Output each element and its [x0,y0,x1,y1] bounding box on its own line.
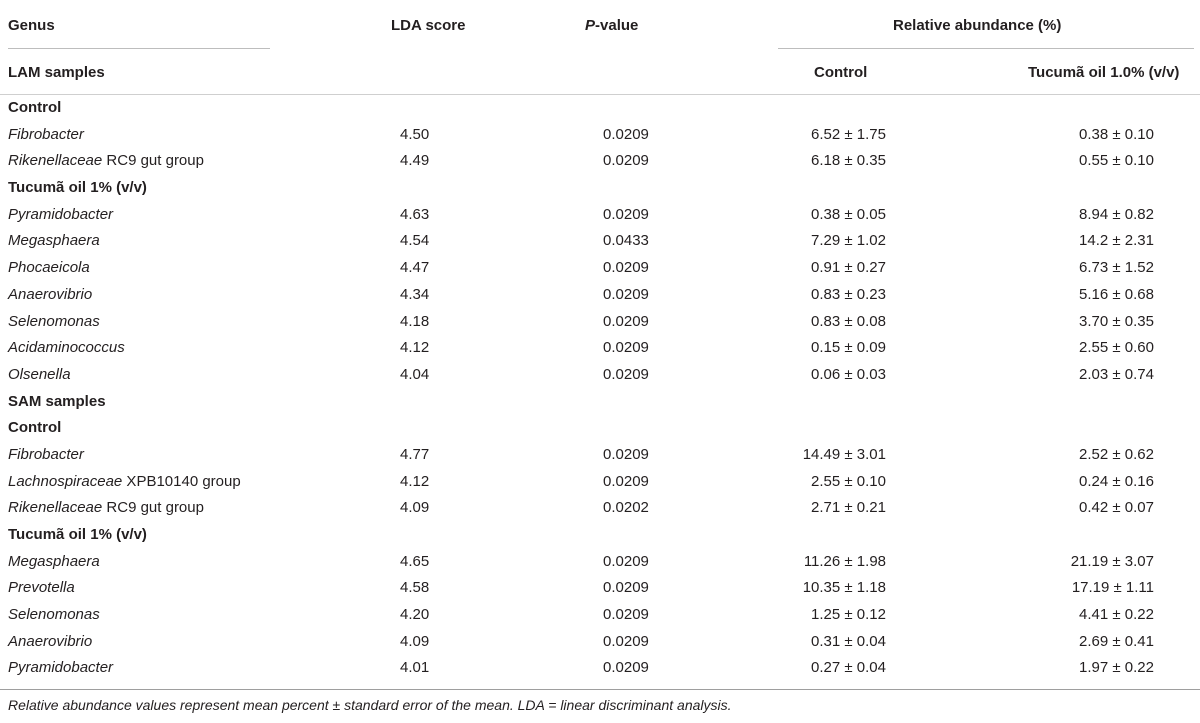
genus-cell [8,255,90,282]
genus-name: Megasphaera [8,552,100,570]
tucuma-abundance-cell: 5.16 ± 0.68 [1079,285,1154,303]
p-value-cell: 0.0209 [603,259,649,277]
genus-suffix: XPB10140 group [122,472,241,490]
tucuma-abundance-cell: 3.70 ± 0.35 [1079,312,1154,330]
p-value-cell: 0.0209 [603,312,649,330]
lda-score-cell: 4.04 [400,365,430,383]
genus-cell [8,202,113,229]
tucuma-abundance-cell: 21.19 ± 3.07 [1070,552,1154,570]
lda-score-cell: 4.58 [400,579,430,597]
genus-cell [8,629,92,656]
control-abundance-cell: 0.27 ± 0.04 [811,659,886,677]
p-value-cell: 0.0209 [603,606,649,624]
genus-name: Rikenellaceae [8,499,103,517]
tucuma-abundance-cell: 0.42 ± 0.07 [1079,499,1154,517]
tucuma-abundance-cell: 1.97 ± 0.22 [1079,659,1154,677]
genus-cell [8,549,100,576]
table-row [0,148,1200,175]
control-abundance-cell: 0.15 ± 0.09 [811,339,886,357]
control-abundance-cell: 6.18 ± 0.35 [811,152,886,170]
lda-score-cell: 4.20 [400,606,430,624]
p-value-cell: 0.0209 [603,152,649,170]
genus-name: Selenomonas [8,606,100,624]
p-value-cell: 0.0209 [603,339,649,357]
section-row [0,522,1200,549]
tucuma-abundance-cell: 17.19 ± 1.11 [1071,579,1154,597]
lda-score-cell: 4.01 [400,659,430,677]
table-row [0,282,1200,309]
genus-name: Rikenellaceae [8,152,103,170]
table-row [0,655,1200,682]
section-row [0,389,1200,416]
table-bottom-rule [0,689,1200,690]
lda-score-cell: 4.63 [400,205,430,223]
p-value-cell: 0.0209 [603,285,649,303]
control-abundance-cell: 7.29 ± 1.02 [811,232,886,250]
p-value-cell: 0.0209 [603,365,649,383]
genus-cell [8,335,125,362]
section-title: Tucumã oil 1% (v/v) [8,179,147,197]
tucuma-abundance-cell: 6.73 ± 1.52 [1079,259,1154,277]
header-relative-abundance-rule [778,48,1194,49]
control-abundance-cell: 6.52 ± 1.75 [811,125,886,143]
control-abundance-cell: 0.31 ± 0.04 [811,632,886,650]
genus-cell [8,442,84,469]
section-title: Control [8,419,62,437]
header-lam-samples: LAM samples [8,64,105,81]
genus-cell [8,495,204,522]
control-abundance-cell: 14.49 ± 3.01 [802,445,886,463]
tucuma-abundance-cell: 0.38 ± 0.10 [1079,125,1154,143]
section-title: Control [8,99,62,116]
table-header [0,0,1200,95]
control-abundance-cell: 0.06 ± 0.03 [811,365,886,383]
control-abundance-cell: 0.83 ± 0.08 [811,312,886,330]
tucuma-abundance-cell: 4.41 ± 0.22 [1079,606,1154,624]
p-value-cell: 0.0209 [603,445,649,463]
genus-name: Acidaminococcus [8,339,125,357]
control-abundance-cell: 0.83 ± 0.23 [811,285,886,303]
genus-name: Phocaeicola [8,259,90,277]
lda-score-cell: 4.54 [400,232,430,250]
genus-cell [8,602,100,629]
table-row [0,362,1200,389]
p-value-cell: 0.0433 [603,232,649,250]
tucuma-abundance-cell: 14.2 ± 2.31 [1079,232,1154,250]
tucuma-abundance-cell: 8.94 ± 0.82 [1079,205,1154,223]
table-row [0,335,1200,362]
lda-score-cell: 4.09 [400,499,430,517]
p-value-cell: 0.0209 [603,552,649,570]
header-lda-score: LDA score [391,17,466,34]
genus-cell [8,469,241,496]
table-row [0,629,1200,656]
genus-cell [8,575,75,602]
p-value-cell: 0.0209 [603,205,649,223]
table-row [0,602,1200,629]
table-row [0,309,1200,336]
genus-name: Fibrobacter [8,445,84,463]
table-row [0,442,1200,469]
tucuma-abundance-cell: 2.03 ± 0.74 [1079,365,1154,383]
genus-name: Prevotella [8,579,75,597]
tucuma-abundance-cell: 0.24 ± 0.16 [1079,472,1154,490]
genus-cell [8,362,71,389]
p-value-cell: 0.0209 [603,579,649,597]
genus-name: Anaerovibrio [8,632,93,650]
header-p-value-rest: -value [595,17,639,34]
tucuma-abundance-cell: 2.69 ± 0.41 [1079,632,1154,650]
genus-name: Anaerovibrio [8,285,93,303]
section-title: SAM samples [8,392,106,410]
genus-suffix: RC9 gut group [102,152,204,170]
lda-score-cell: 4.50 [400,125,430,143]
table-row [0,469,1200,496]
genus-name: Olsenella [8,365,71,383]
table-row [0,202,1200,229]
lda-score-cell: 4.77 [400,445,430,463]
genus-name: Selenomonas [8,312,100,330]
section-title: Tucumã oil 1% (v/v) [8,526,147,543]
genus-cell [8,655,113,682]
table-body [0,95,1200,682]
table-row [0,549,1200,576]
table-row [0,122,1200,149]
lda-score-cell: 4.12 [400,472,430,490]
genus-suffix: RC9 gut group [102,499,204,517]
header-genus: Genus [8,17,55,34]
table-footnote: Relative abundance values represent mean percent ± standard error of the mean. LDA = linear discriminant analysis. [8,697,732,713]
p-value-cell: 0.0202 [603,499,649,517]
genus-cell [8,282,92,309]
lda-score-cell: 4.18 [400,312,430,330]
genus-cell [8,122,84,149]
genus-cell [8,148,204,175]
tucuma-abundance-cell: 2.52 ± 0.62 [1079,445,1154,463]
p-value-cell: 0.0209 [603,125,649,143]
header-tucuma: Tucumã oil 1.0% (v/v) [1028,64,1180,81]
tucuma-abundance-cell: 2.55 ± 0.60 [1079,339,1154,357]
lda-score-cell: 4.49 [400,152,430,170]
section-row [0,175,1200,202]
header-p-value-italic: P [585,17,596,34]
genus-cell [8,309,100,336]
control-abundance-cell: 2.55 ± 0.10 [811,472,886,490]
header-control: Control [814,64,868,81]
control-abundance-cell: 11.26 ± 1.98 [803,552,886,570]
header-p-value [585,17,638,34]
genus-name: Pyramidobacter [8,659,114,677]
table-row [0,495,1200,522]
lda-score-cell: 4.65 [400,552,430,570]
genus-name: Megasphaera [8,232,100,250]
section-row [0,95,1200,122]
header-genus-rule [8,48,270,49]
header-relative-abundance: Relative abundance (%) [893,17,1062,34]
control-abundance-cell: 0.91 ± 0.27 [811,259,886,277]
p-value-cell: 0.0209 [603,632,649,650]
lda-score-cell: 4.12 [400,339,430,357]
control-abundance-cell: 1.25 ± 0.12 [811,606,886,624]
genus-cell [8,228,100,255]
lda-score-cell: 4.34 [400,285,430,303]
genus-name: Fibrobacter [8,125,84,143]
lda-score-cell: 4.09 [400,632,430,650]
genus-name: Pyramidobacter [8,205,114,223]
p-value-cell: 0.0209 [603,472,649,490]
table-row [0,575,1200,602]
tucuma-abundance-cell: 0.55 ± 0.10 [1079,152,1154,170]
lda-score-cell: 4.47 [400,259,430,277]
table-row [0,228,1200,255]
control-abundance-cell: 10.35 ± 1.18 [802,579,886,597]
control-abundance-cell: 0.38 ± 0.05 [811,205,886,223]
genus-name: Lachnospiraceae [8,472,123,490]
control-abundance-cell: 2.71 ± 0.21 [811,499,886,517]
p-value-cell: 0.0209 [603,659,649,677]
table-row [0,255,1200,282]
section-row [0,415,1200,442]
